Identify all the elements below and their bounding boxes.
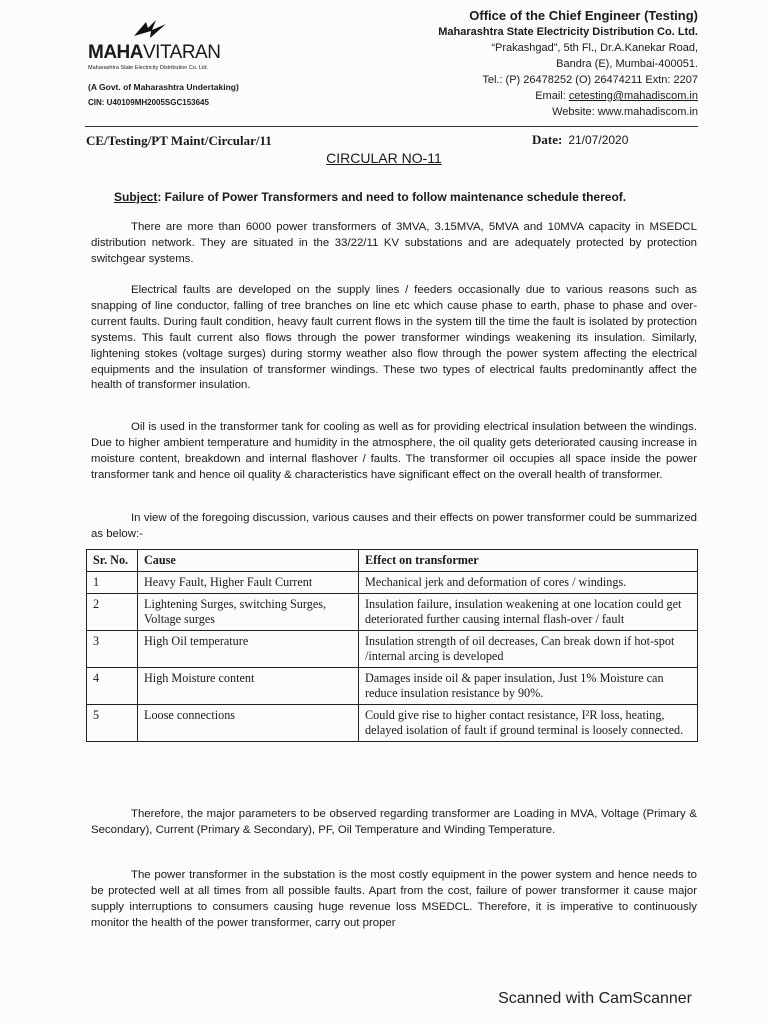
subject-line: Subject: Failure of Power Transformers and need to follow maintenance schedule thereof. [114,190,627,204]
table-row [87,594,698,631]
paragraph-3: Oil is used in the transformer tank for cooling as well as for providing electrical insulation between the windings. Due to higher ambient temperature and humidity in the atmosphere, the oil quality gets deteriorated causing increase in moisture content, breakdown and internal flashover / faults. The transformer oil occupies all space inside the power transformer tank and hence oil quality & characteristics have significant effect on the overall health of transformer. [91,421,697,481]
paragraph-1: There are more than 6000 power transformers of 3MVA, 3.15MVA, 5MVA and 10MVA capacity in MSEDCL distribution network. They are situated in the 33/22/11 KV substations and are adequately protected by protection switchgear systems. [91,221,697,265]
cell-cause: Heavy Fault, Higher Fault Current [138,572,359,594]
cell-cause: High Moisture content [138,668,359,705]
header-cause: Cause [138,550,359,572]
cell-effect: Could give rise to higher contact resistance, I²R loss, heating, delayed isolation of fault if ground terminal is loosely connected. [359,705,698,742]
lightning-bird-icon [132,18,168,40]
table-row [87,631,698,668]
causes-effects-table [86,549,698,742]
cell-effect: Mechanical jerk and deformation of cores / windings. [359,572,698,594]
circular-date: Date: 21/07/2020 [532,132,629,147]
address-line-1: “Prakashgad”, 5th Fl., Dr.A.Kanekar Road, [491,42,698,54]
header-sr-no: Sr. No. [87,550,138,572]
cell-sr-no: 3 [87,631,138,668]
cell-cause: High Oil temperature [138,631,359,668]
paragraph-6: The power transformer in the substation is the most costly equipment in the power system and hence needs to be protected well at all times from all possible faults. Apart from the cost, failure of power transformer it cause major supply interruptions to consumers causing huge revenue loss MSEDCL. Therefore, it is imperative to continuously monitor the health of the power transformer, carry out proper [91,869,697,929]
table-row [87,705,698,742]
table-row [87,572,698,594]
mahavitaran-logo [88,18,228,71]
logo-tagline: Maharashtra State Electricity Distribution Co. Ltd. [88,65,209,71]
cell-cause: Loose connections [138,705,359,742]
header-effect: Effect on transformer [359,550,698,572]
circular-reference: CE/Testing/PT Maint/Circular/11 [86,133,272,148]
govt-undertaking: (A Govt. of Maharashtra Undertaking) [88,82,239,92]
circular-number: CIRCULAR NO-11 [326,150,442,166]
office-title: Office of the Chief Engineer (Testing) [469,8,698,23]
paragraph-2: Electrical faults are developed on the supply lines / feeders occasionally due to various reasons such as snapping of line conductor, falling of tree branches on line etc which cause phase to earth, phase to phase and over-current faults. During fault condition, heavy fault current flows in the system till the time the fault is isolated by protection systems. This fault current also flows through the power transformer windings weakening its insulation. Similarly, lightening stokes (voltage surges) during stormy weather also flow through the power system affecting the electrical equipments and the insulation of transformer windings. These two types of electrical faults predominantly affect the health of transformer insulation. [91,284,697,392]
email-line: Email: cetesting@mahadiscom.in [535,90,698,102]
table-header-row [87,550,698,572]
cell-cause: Lightening Surges, switching Surges, Voltage surges [138,594,359,631]
office-address-block [438,8,698,120]
scanner-watermark: Scanned with CamScanner [498,990,692,1007]
cin-number: CIN: U40109MH2005SGC153645 [88,98,209,107]
telephone: Tel.: (P) 26478252 (O) 26474211 Extn: 2207 [482,74,698,86]
header-divider [85,126,698,127]
website: Website: www.mahadiscom.in [552,106,698,118]
paragraph-4: In view of the foregoing discussion, various causes and their effects on power transformer could be summarized as below:- [91,512,697,540]
cell-sr-no: 4 [87,668,138,705]
cell-effect: Insulation failure, insulation weakening at one location could get deteriorated further causing internal flash-over / fault [359,594,698,631]
address-line-2: Bandra (E), Mumbai-400051. [556,58,698,70]
paragraph-5: Therefore, the major parameters to be observed regarding transformer are Loading in MVA, Voltage (Primary & Secondary), Current (Primary & Secondary), PF, Oil Temperature and Winding Temperature. [91,808,697,836]
logo-name: MAHAVITARAN [88,42,221,63]
cell-effect: Insulation strength of oil decreases, Can break down if hot-spot /internal arcing is developed [359,631,698,668]
cell-sr-no: 2 [87,594,138,631]
cell-sr-no: 1 [87,572,138,594]
email-link[interactable]: cetesting@mahadiscom.in [568,90,698,102]
cell-sr-no: 5 [87,705,138,742]
table-row [87,668,698,705]
cell-effect: Damages inside oil & paper insulation, Just 1% Moisture can reduce insulation resistance by 90%. [359,668,698,705]
company-name: Maharashtra State Electricity Distribution Co. Ltd. [438,26,698,38]
